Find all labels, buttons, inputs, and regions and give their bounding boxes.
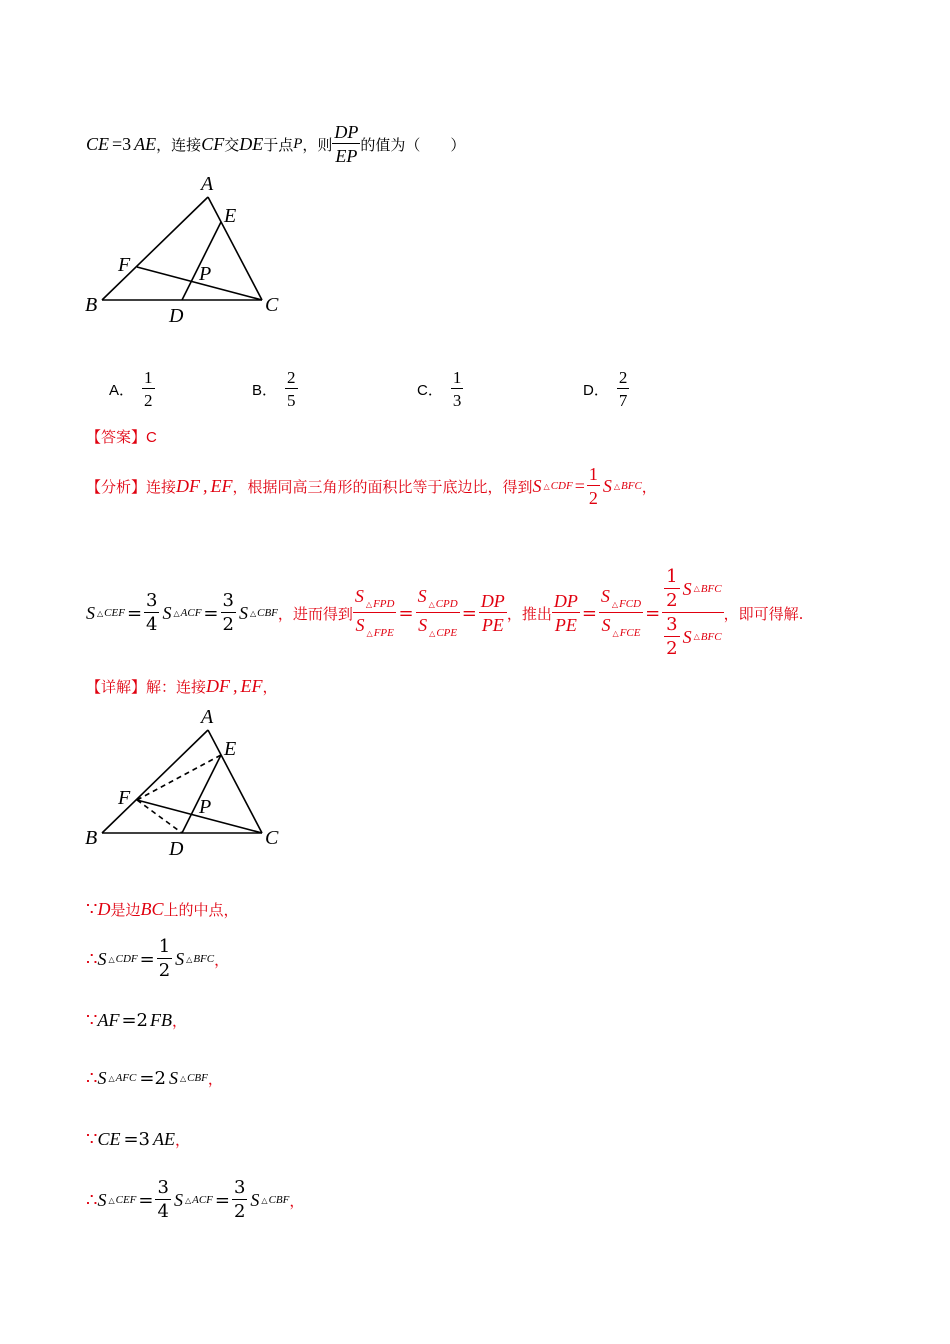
analysis-ef: EF [210, 475, 233, 496]
analysis-comma: , [203, 475, 208, 496]
a2-frac-32 [221, 592, 236, 634]
a2-frac-fpd-fpe [353, 587, 397, 639]
a2-dp-2: DP [553, 591, 578, 611]
stem-text-1: ，连接 [156, 135, 202, 154]
stem-ce: CE [86, 133, 110, 154]
s-letter: S [162, 602, 172, 623]
step2-half-num: 1 [158, 936, 171, 957]
eq-sign: = [645, 602, 661, 624]
dashed-segment-fd [137, 800, 182, 833]
a2-cf-bfc-2: BFC [700, 630, 722, 643]
eq-sign: = [581, 602, 597, 624]
stem-ae: AE [134, 133, 157, 154]
eq-sign: = [138, 1189, 154, 1211]
stem-de: DE [239, 133, 264, 154]
detail-text: 解：连接 [146, 677, 207, 696]
a2-fce: FCE [619, 627, 641, 639]
a2-acf: ACF [180, 607, 202, 619]
option-d-letter: D． [583, 381, 609, 399]
eq-sign: = [203, 602, 219, 624]
step6-32-den: 2 [233, 1201, 246, 1222]
eq-sign: = [461, 602, 477, 624]
step5-end: ， [175, 1130, 191, 1149]
stem-text-5: 的值为（ ） [360, 135, 466, 154]
triangle-symbol: △ [184, 1195, 192, 1205]
option-b-fraction [285, 369, 298, 409]
analysis-tag: 【分析】 [86, 477, 147, 496]
label-a: A [201, 173, 214, 195]
dashed-segment-fe [137, 755, 221, 800]
a2-cf-32 [664, 616, 679, 658]
triangle-symbol: △ [97, 608, 104, 618]
a2-text-1: ，进而得到 [277, 604, 353, 623]
triangle-symbol: △ [693, 632, 700, 641]
analysis-s1: S [532, 475, 542, 496]
step-6 [86, 1176, 304, 1224]
detail-end: ， [262, 677, 278, 696]
step-2 [86, 937, 229, 981]
analysis-eq: = [574, 475, 585, 496]
eq-sign: = [139, 948, 155, 970]
step6-end: ， [289, 1191, 305, 1210]
analysis-line-2 [86, 566, 803, 660]
a2-text-2: ，推出 [506, 604, 552, 623]
option-a [109, 366, 155, 412]
step6-34-den: 4 [157, 1201, 169, 1222]
step1-text-2: 上的中点， [163, 900, 239, 919]
option-d [583, 366, 629, 412]
a2-cef: CEF [104, 607, 125, 619]
s-letter: S [354, 586, 364, 606]
step3-end: ， [172, 1011, 188, 1030]
step4-afc: AFC [115, 1072, 137, 1084]
s-letter: S [355, 615, 365, 635]
label-d: D [169, 305, 184, 327]
a2-fcd: FCD [619, 598, 642, 610]
step6-cef: CEF [115, 1194, 137, 1206]
step4-end: ， [207, 1069, 223, 1088]
label-p: P [199, 263, 212, 285]
a2-frac-dp-pe-2 [552, 592, 580, 634]
option-b-num: 2 [287, 368, 296, 387]
step5-ae: AE [153, 1128, 176, 1149]
step6-acf: ACF [192, 1194, 213, 1206]
step-4 [86, 1066, 223, 1090]
option-c-fraction [451, 369, 464, 409]
triangle-symbol: △ [543, 481, 550, 491]
stem-cf: CF [201, 133, 225, 154]
a2-pe-2: PE [554, 615, 577, 635]
a2-fpd: FPD [373, 598, 395, 610]
label-f: F [118, 787, 131, 809]
s-letter: S [682, 627, 692, 647]
a2-fpe: FPE [373, 627, 394, 639]
triangle-symbol: △ [186, 954, 193, 964]
step1-text: 是边 [110, 900, 141, 919]
analysis-df: DF [176, 475, 201, 496]
answer-tag: 【答案】 [86, 428, 147, 446]
a2-cpe: CPE [436, 627, 458, 639]
triangle-symbol: △ [249, 608, 257, 618]
s-letter: S [418, 615, 428, 635]
stem-text-3: 于点 [263, 135, 294, 154]
step6-cbf: CBF [268, 1194, 290, 1206]
label-e: E [224, 205, 237, 227]
step4-eq: =2 [139, 1067, 166, 1089]
segment-ba [102, 197, 208, 300]
analysis-end: ， [641, 477, 657, 496]
step2-end: ， [214, 950, 230, 969]
triangle-symbol: △ [261, 1195, 268, 1205]
a2-complex-fraction [662, 568, 723, 658]
step-3 [86, 1008, 187, 1032]
detail-line [86, 674, 278, 698]
stem-eq: =3 [112, 133, 132, 154]
s-letter: S [600, 586, 610, 606]
triangle-symbol: △ [179, 1073, 187, 1083]
step2-cdf: CDF [115, 953, 138, 965]
option-a-num: 1 [144, 368, 153, 387]
triangle-symbol: △ [612, 629, 619, 638]
a2-text-3: ，即可得解. [723, 604, 804, 623]
label-d: D [169, 838, 184, 860]
a2-frac-cpd-cpe [416, 587, 460, 639]
step6-32-num: 3 [233, 1177, 246, 1198]
therefore-symbol: ∴ [86, 1067, 98, 1089]
a2-cf-half-den: 2 [666, 590, 678, 611]
ratio-fraction [332, 123, 360, 165]
s-letter: S [173, 1189, 183, 1210]
analysis-half [587, 465, 600, 507]
analysis-half-num: 1 [588, 464, 598, 484]
label-c: C [265, 827, 279, 849]
label-c: C [265, 294, 279, 316]
a2-cf-half [664, 568, 679, 610]
triangle-symbol: △ [429, 629, 436, 638]
option-d-num: 2 [618, 368, 628, 387]
step1-d: D [97, 898, 111, 919]
step6-34-num: 3 [157, 1177, 169, 1198]
a2-pe: PE [481, 615, 504, 635]
label-e: E [224, 738, 237, 760]
step6-32 [232, 1179, 247, 1221]
a2-frac-fcd-fce [599, 587, 643, 639]
triangle-symbol: △ [693, 584, 700, 593]
a2-32-den: 2 [222, 614, 234, 635]
stem-text-2: 交 [224, 135, 240, 154]
s-letter: S [86, 602, 95, 623]
triangle-symbol: △ [365, 600, 373, 609]
label-a: A [201, 706, 214, 728]
step-5 [86, 1127, 190, 1151]
triangle-symbol: △ [613, 481, 621, 491]
analysis-s2: S [602, 475, 612, 496]
analysis-sub-bfc: BFC [621, 480, 642, 492]
step2-half [157, 938, 172, 980]
option-b-den: 5 [287, 391, 296, 410]
therefore-symbol: ∴ [86, 1189, 98, 1211]
option-b-letter: B． [252, 381, 278, 399]
eq-sign: = [398, 602, 414, 624]
a2-32-num: 3 [222, 590, 234, 611]
a2-34-num: 3 [146, 590, 158, 611]
option-d-fraction [617, 369, 630, 409]
s-letter: S [417, 586, 427, 606]
a2-34-den: 4 [146, 614, 158, 635]
a2-cbf: CBF [257, 607, 278, 619]
eq-sign: = [126, 602, 143, 624]
s-letter: S [97, 1067, 107, 1088]
question-stem [86, 122, 465, 166]
answer-line [86, 426, 157, 447]
triangle-figure-1 [80, 170, 300, 330]
step3-eq: =2 [121, 1009, 148, 1031]
eq-sign: = [214, 1189, 230, 1211]
ratio-denominator: EP [335, 146, 358, 166]
a2-cf-32-num: 3 [666, 614, 678, 635]
detail-ef: EF [240, 675, 263, 696]
s-letter: S [175, 948, 185, 969]
step6-34 [155, 1179, 170, 1221]
s-letter: S [682, 579, 692, 599]
ratio-numerator: DP [334, 122, 359, 142]
triangle-figure-2 [80, 703, 300, 863]
step4-cbf: CBF [187, 1072, 208, 1084]
s-letter: S [601, 615, 611, 635]
triangle-symbol: △ [108, 1195, 115, 1205]
analysis-half-den: 2 [588, 488, 598, 508]
a2-cpd: CPD [435, 598, 458, 610]
s-letter: S [168, 1067, 178, 1088]
step5-ce: CE [97, 1128, 121, 1149]
step5-eq: =3 [123, 1128, 151, 1150]
detail-comma: , [233, 675, 238, 696]
answer-value: C [146, 429, 157, 446]
s-letter: S [97, 948, 107, 969]
detail-tag: 【详解】 [86, 677, 147, 696]
analysis-text-1: 连接 [146, 477, 177, 496]
a2-cf-bfc-1: BFC [700, 582, 722, 595]
triangle-symbol: △ [108, 1073, 115, 1083]
a2-cf-32-den: 2 [666, 638, 678, 659]
step-1 [86, 897, 239, 921]
s-letter: S [238, 602, 248, 623]
segment-ba [102, 730, 208, 833]
s-letter: S [250, 1189, 260, 1210]
therefore-symbol: ∴ [86, 948, 98, 970]
step1-bc: BC [140, 898, 164, 919]
label-b: B [85, 294, 98, 316]
option-a-letter: A． [109, 381, 135, 399]
stem-text-4: ，则 [302, 135, 333, 154]
stem-p: P [293, 135, 303, 152]
triangle-symbol: △ [173, 608, 180, 618]
because-symbol: ∵ [86, 1128, 98, 1150]
step3-fb: FB [150, 1009, 172, 1030]
analysis-sub-cdf: CDF [550, 480, 573, 492]
option-d-den: 7 [618, 391, 628, 410]
option-c-num: 1 [452, 368, 462, 387]
triangle-symbol: △ [108, 954, 115, 964]
label-f: F [118, 254, 131, 276]
detail-df: DF [206, 675, 231, 696]
option-c [417, 366, 463, 412]
label-p: P [199, 796, 212, 818]
step2-half-den: 2 [158, 960, 171, 981]
option-a-den: 2 [144, 391, 153, 410]
label-b: B [85, 827, 98, 849]
triangle-symbol: △ [366, 629, 373, 638]
triangle-symbol: △ [611, 600, 619, 609]
analysis-text-2: ，根据同高三角形的面积比等于底边比，得到 [232, 477, 533, 496]
because-symbol: ∵ [86, 898, 98, 920]
a2-frac-dp-pe [479, 592, 507, 634]
a2-frac-34 [144, 592, 159, 634]
a2-dp: DP [480, 591, 505, 611]
triangle-symbol: △ [428, 600, 435, 609]
option-c-den: 3 [452, 391, 462, 410]
option-c-letter: C． [417, 381, 443, 399]
option-b [252, 366, 298, 412]
a2-cf-half-num: 1 [666, 566, 678, 587]
option-a-fraction [142, 369, 155, 409]
step2-bfc: BFC [193, 953, 215, 965]
analysis-line-1 [86, 462, 657, 510]
because-symbol: ∵ [86, 1009, 98, 1031]
s-letter: S [97, 1189, 107, 1210]
step3-af: AF [97, 1009, 120, 1030]
